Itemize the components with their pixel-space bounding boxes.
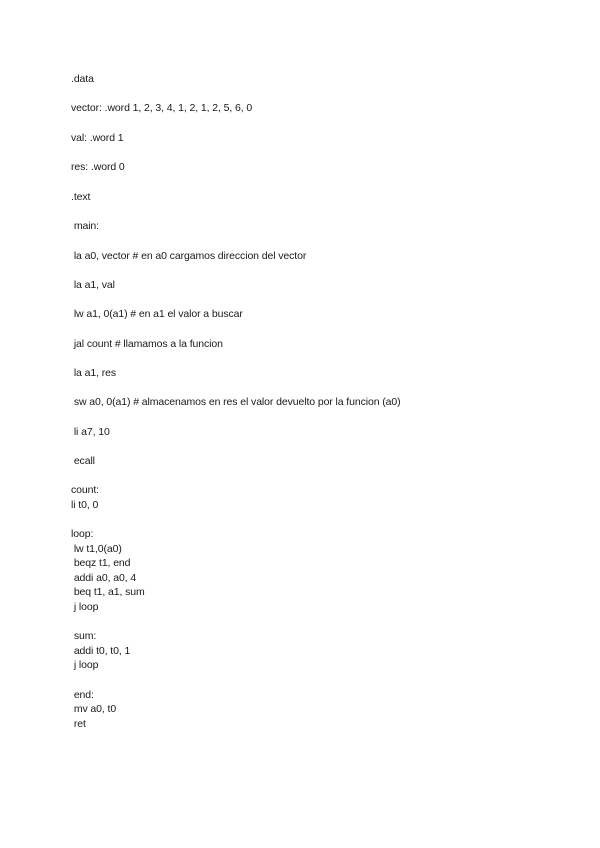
code-line: loop: bbox=[71, 528, 94, 540]
code-line: .text bbox=[71, 191, 91, 203]
code-line: main: bbox=[71, 220, 99, 232]
code-line: jal count # llamamos a la funcion bbox=[71, 338, 223, 350]
code-line: .data bbox=[71, 73, 94, 85]
code-line: end: bbox=[71, 689, 94, 701]
code-line: li t0, 0 bbox=[71, 499, 99, 511]
code-line: addi a0, a0, 4 bbox=[71, 572, 137, 584]
code-line: ret bbox=[71, 718, 86, 730]
code-line: la a1, res bbox=[71, 367, 117, 379]
code-line: beq t1, a1, sum bbox=[71, 586, 145, 598]
code-line: lw t1,0(a0) bbox=[71, 543, 122, 555]
code-line: sw a0, 0(a1) # almacenamos en res el valor devuelto por la funcion (a0) bbox=[71, 396, 401, 408]
code-line: beqz t1, end bbox=[71, 557, 131, 569]
code-line: li a7, 10 bbox=[71, 426, 110, 438]
code-line: res: .word 0 bbox=[71, 161, 125, 173]
code-line: vector: .word 1, 2, 3, 4, 1, 2, 1, 2, 5, 6, 0 bbox=[71, 102, 253, 114]
code-line: mv a0, t0 bbox=[71, 703, 117, 715]
code-line: ecall bbox=[71, 455, 95, 467]
code-line: j loop bbox=[71, 601, 99, 613]
code-line: j loop bbox=[71, 659, 99, 671]
code-line: sum: bbox=[71, 630, 97, 642]
code-line: la a1, val bbox=[71, 279, 115, 291]
code-line: addi t0, t0, 1 bbox=[71, 645, 131, 657]
code-line: count: bbox=[71, 484, 100, 496]
code-line: la a0, vector # en a0 cargamos direccion del vector bbox=[71, 250, 307, 262]
code-line: val: .word 1 bbox=[71, 132, 124, 144]
code-line: lw a1, 0(a1) # en a1 el valor a buscar bbox=[71, 308, 243, 320]
